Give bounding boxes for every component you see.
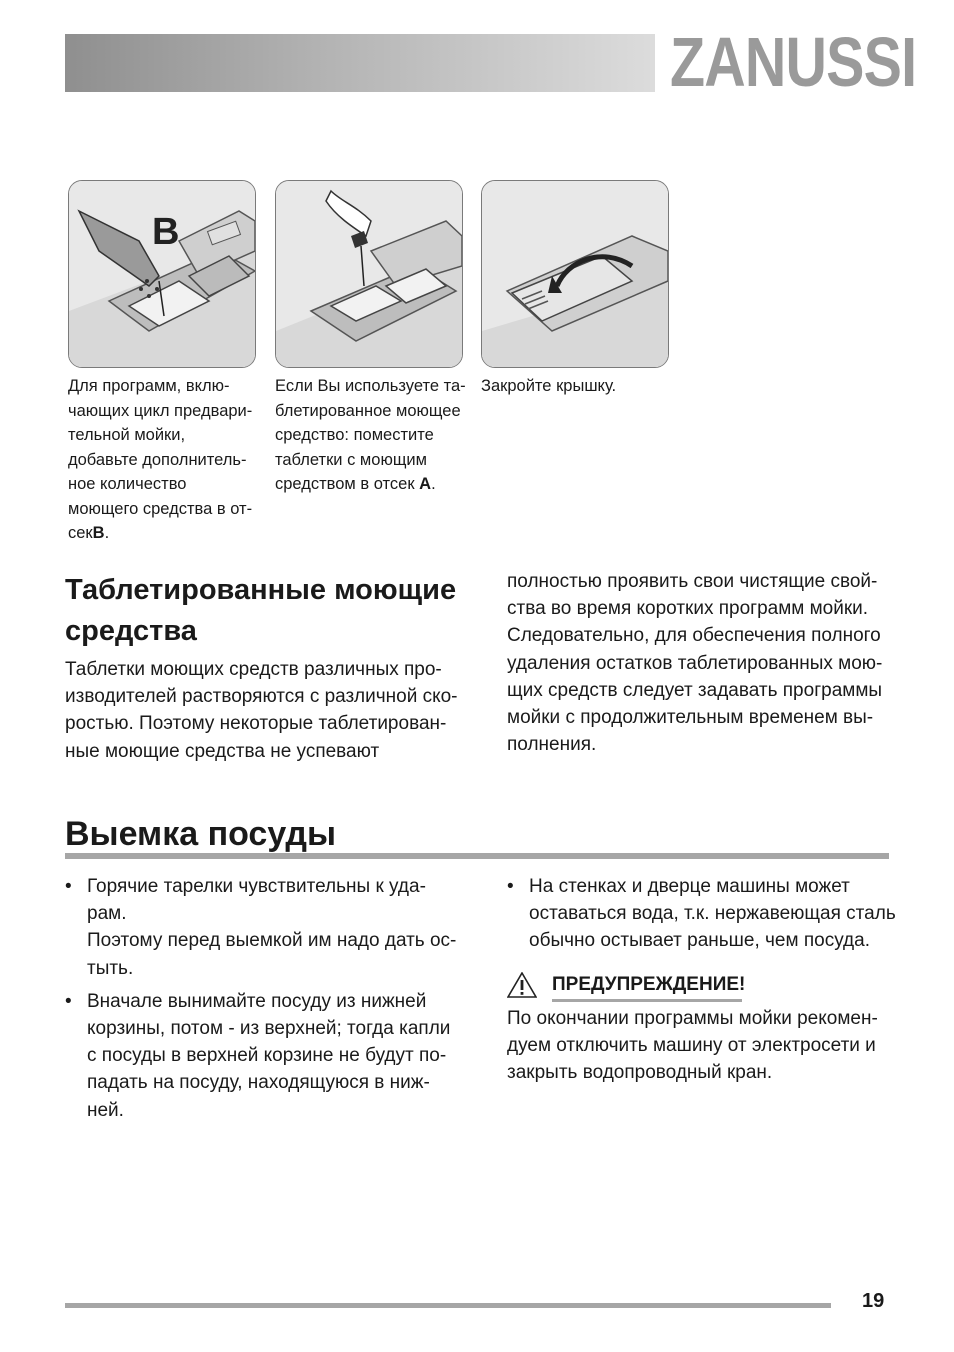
header-bar: [65, 34, 655, 92]
bullet-icon: •: [65, 876, 72, 897]
unloading-left-list: [65, 873, 475, 1130]
compartment-b-label: B: [152, 211, 180, 253]
title-line: средства: [65, 615, 197, 647]
list-item: [65, 988, 475, 1124]
warning-title: ПРЕДУПРЕЖДЕНИЕ!: [552, 974, 746, 995]
caption-line: добавьте дополнитель-: [68, 450, 247, 469]
text-line: оставаться вода, т.к. нержавеющая сталь: [529, 903, 896, 925]
compartment-b-ref: B: [92, 524, 105, 542]
caption-line: средство: поместите: [275, 426, 434, 444]
caption-line: таблетки с моющим: [275, 450, 427, 469]
text-line: рам.: [87, 903, 127, 925]
section-title-tablet-detergents: [65, 570, 485, 652]
footer-divider: [65, 1303, 831, 1308]
text-line: изводителей растворяются с различной ско-: [65, 686, 458, 708]
figure-add-prewash-detergent: [68, 180, 256, 368]
text-line: ные моющие средства не успевают: [65, 740, 380, 762]
caption-line: Для программ, вклю-: [68, 377, 230, 395]
text-line: дуем отключить машину от электросети и: [507, 1035, 876, 1057]
text-line: щих средств следует задавать программы: [507, 679, 883, 701]
caption-text: .: [104, 524, 110, 542]
caption-line: моющего средства в от-: [68, 499, 253, 518]
text-line: удаления остатков таблетированных мою-: [507, 652, 883, 674]
list-item: [65, 873, 475, 982]
title-line: Таблетированные моющие: [65, 574, 457, 606]
dispenser-illustration-3: [482, 181, 668, 367]
caption-text: .: [431, 475, 436, 493]
text-line: Таблетки моющих средств различных про-: [65, 659, 442, 680]
warning-text: [507, 1005, 907, 1087]
list-item: [507, 873, 907, 955]
text-line: По окончании программы мойки рекомен-: [507, 1008, 878, 1029]
text-line: с посуды в верхней корзине не будут по-: [87, 1045, 447, 1067]
text-line: полностью проявить свои чистящие свой-: [507, 571, 878, 592]
caption-line: чающих цикл предвари-: [68, 401, 253, 420]
text-line: Горячие тарелки чувствительны к уда-: [87, 876, 426, 897]
text-line: полнения.: [507, 734, 597, 756]
text-line: тыть.: [87, 957, 134, 979]
warning-triangle-icon: [507, 972, 537, 998]
compartment-a-ref: A: [419, 475, 432, 493]
text-line: Поэтому перед выемкой им надо дать ос-: [87, 930, 457, 952]
caption-line: тельной мойки,: [68, 426, 186, 444]
caption-figure-2: [275, 374, 475, 497]
text-line: ней.: [87, 1099, 124, 1121]
text-line: На стенках и дверце машины может: [529, 876, 850, 897]
caption-line: блетированное моющее: [275, 401, 461, 420]
section-divider: [65, 853, 889, 859]
page-number: 19: [862, 1290, 885, 1312]
text-line: ства во время коротких программ мойки.: [507, 598, 869, 620]
section1-left-paragraph: [65, 656, 465, 765]
text-line: закрыть водопроводный кран.: [507, 1062, 773, 1084]
bullet-icon: •: [65, 990, 72, 1012]
dispenser-illustration-1: [69, 181, 255, 367]
caption-line: Закройте крышку.: [481, 377, 617, 395]
text-line: мойки с продолжительным временем вы-: [507, 707, 874, 729]
text-line: обычно остывает раньше, чем посуда.: [529, 930, 870, 952]
section-title-unloading: Выемка посуды: [65, 815, 337, 853]
caption-text: средством в отсек: [275, 475, 420, 493]
text-line: Вначале вынимайте посуду из нижней: [87, 990, 427, 1012]
caption-line: [275, 472, 475, 497]
caption-text: сек: [68, 524, 93, 542]
bullet-icon: •: [507, 876, 514, 897]
figure-close-lid: [481, 180, 669, 368]
section1-right-paragraph: [507, 568, 907, 758]
caption-line: Если Вы используете та-: [275, 377, 466, 395]
text-line: ростью. Поэтому некоторые таблетирован-: [65, 713, 447, 735]
brand-logo: ZANUSSI: [670, 23, 917, 101]
warning-underline: [552, 999, 742, 1002]
caption-line: [68, 521, 263, 546]
caption-figure-3: [481, 374, 681, 399]
figure-insert-tablet: [275, 180, 463, 368]
dispenser-illustration-2: [276, 181, 462, 367]
unloading-right-list: [507, 873, 907, 961]
text-line: падать на посуду, находящуюся в ниж-: [87, 1072, 430, 1094]
caption-line: ное количество: [68, 475, 187, 493]
text-line: Следовательно, для обеспечения полного: [507, 625, 881, 647]
text-line: корзины, потом - из верхней; тогда капли: [87, 1018, 451, 1040]
caption-figure-1: [68, 374, 263, 546]
